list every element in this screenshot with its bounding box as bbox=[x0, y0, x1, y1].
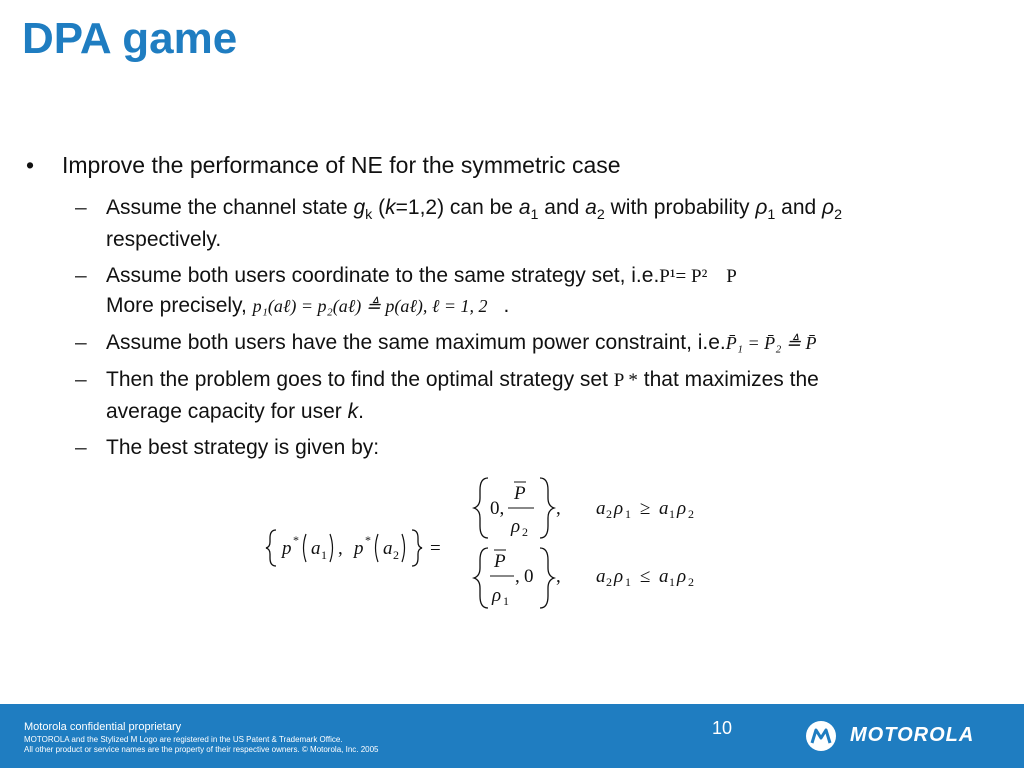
text: Assume the channel state bbox=[106, 196, 354, 219]
equation-row-1 bbox=[474, 478, 694, 539]
svg-text:*: * bbox=[365, 533, 371, 547]
svg-text:P: P bbox=[514, 483, 526, 504]
slide-title: DPA game bbox=[22, 14, 238, 63]
strategy-set-math: P¹= P² P bbox=[659, 266, 737, 287]
text: with probability bbox=[604, 196, 756, 219]
svg-text:P: P bbox=[494, 551, 506, 572]
dash-icon: – bbox=[75, 331, 87, 354]
var-rho: ρ bbox=[755, 196, 768, 219]
sub-k: k bbox=[365, 207, 373, 224]
footer-trademark: MOTOROLA and the Stylized M Logo are registered in the US Patent & Trademark Office. bbox=[24, 735, 343, 744]
svg-text:a: a bbox=[659, 566, 669, 587]
svg-text:ρ: ρ bbox=[677, 566, 687, 587]
svg-text:*: * bbox=[293, 533, 299, 547]
text: Assume both users coordinate to the same strategy set, i.e. bbox=[106, 264, 660, 287]
var-k: k bbox=[385, 196, 396, 219]
svg-text:0: 0 bbox=[524, 566, 534, 587]
var-g: g bbox=[353, 196, 366, 219]
var-a: a bbox=[518, 196, 531, 219]
footer-confidential: Motorola confidential proprietary bbox=[24, 721, 182, 733]
svg-text:=: = bbox=[430, 538, 441, 559]
svg-text:p: p bbox=[354, 538, 364, 559]
power-equation: P̄₁ = P̄₂ ≜ P̄ bbox=[725, 333, 817, 353]
equation-row-2 bbox=[474, 548, 694, 608]
text: More precisely, bbox=[106, 294, 253, 317]
dash-icon: – bbox=[75, 196, 87, 219]
svg-text:ρ: ρ bbox=[492, 585, 502, 606]
svg-text:,: , bbox=[515, 566, 520, 587]
svg-text:a: a bbox=[311, 538, 321, 559]
dash-icon: – bbox=[75, 436, 87, 459]
text: . bbox=[358, 400, 364, 423]
svg-text:1: 1 bbox=[669, 507, 675, 521]
sub-2: 2 bbox=[596, 207, 605, 224]
svg-text:ρ: ρ bbox=[614, 566, 624, 587]
svg-text:2: 2 bbox=[688, 507, 694, 521]
svg-text:1: 1 bbox=[625, 507, 631, 521]
svg-text:a: a bbox=[596, 498, 606, 519]
svg-text:a: a bbox=[596, 566, 606, 587]
svg-text:1: 1 bbox=[625, 575, 631, 589]
equation-lhs bbox=[266, 530, 441, 566]
svg-text:2: 2 bbox=[688, 575, 694, 589]
footer bbox=[0, 704, 1024, 768]
svg-text:1: 1 bbox=[503, 594, 509, 608]
motorola-logo-icon bbox=[806, 721, 836, 751]
period: . bbox=[503, 294, 510, 317]
text: =1,2) can be bbox=[395, 196, 519, 219]
main-bullet-text: Improve the performance of NE for the symmetric case bbox=[62, 152, 621, 178]
svg-text:ρ: ρ bbox=[614, 498, 624, 519]
sub-1: 1 bbox=[767, 207, 776, 224]
text: Then the problem goes to find the optimal strategy set bbox=[106, 368, 614, 391]
svg-text:,: , bbox=[338, 538, 343, 559]
equation-text bbox=[722, 470, 723, 471]
var-rho: ρ bbox=[822, 196, 835, 219]
sub-2: 2 bbox=[834, 207, 843, 224]
p-star: P * bbox=[613, 370, 638, 391]
svg-text:ρ: ρ bbox=[677, 498, 687, 519]
svg-text:a: a bbox=[659, 498, 669, 519]
svg-text:1: 1 bbox=[669, 575, 675, 589]
svg-text:1: 1 bbox=[321, 548, 327, 562]
text: average capacity for user bbox=[106, 400, 348, 423]
var-a: a bbox=[585, 196, 597, 219]
svg-text:a: a bbox=[383, 538, 393, 559]
brand-wordmark: MOTOROLA bbox=[850, 724, 975, 746]
svg-text:,: , bbox=[556, 566, 561, 587]
svg-text:2: 2 bbox=[393, 548, 399, 562]
var-k: k bbox=[347, 400, 359, 423]
svg-text:2: 2 bbox=[606, 507, 612, 521]
sub-1: 1 bbox=[530, 207, 539, 224]
bullet-dot-icon: • bbox=[26, 152, 35, 178]
footer-rights: All other product or service names are the property of their respective owners. © Motorola, Inc. 2005 bbox=[24, 745, 379, 754]
dash-icon: – bbox=[75, 368, 87, 391]
svg-text:ρ: ρ bbox=[511, 516, 521, 537]
text: and bbox=[775, 196, 823, 219]
svg-text:0,: 0, bbox=[490, 498, 505, 519]
svg-text:≤: ≤ bbox=[640, 566, 651, 587]
text: Assume both users have the same maximum power constraint, i.e. bbox=[106, 331, 726, 354]
svg-text:2: 2 bbox=[606, 575, 612, 589]
svg-text:≥: ≥ bbox=[640, 498, 651, 519]
best-strategy-equation bbox=[262, 470, 722, 620]
text: ( bbox=[372, 196, 386, 219]
svg-text:p: p bbox=[282, 538, 292, 559]
precise-equation: p₁(aℓ) = p₂(aℓ) ≜ p(aℓ), ℓ = 1, 2 bbox=[252, 296, 488, 316]
text: that maximizes the bbox=[637, 368, 819, 391]
svg-text:2: 2 bbox=[522, 525, 528, 539]
svg-text:,: , bbox=[556, 498, 561, 519]
dash-icon: – bbox=[75, 264, 87, 287]
page-number: 10 bbox=[712, 718, 733, 738]
sub-bullet-line2: respectively. bbox=[106, 228, 222, 251]
text: The best strategy is given by: bbox=[106, 436, 380, 459]
text: and bbox=[538, 196, 586, 219]
